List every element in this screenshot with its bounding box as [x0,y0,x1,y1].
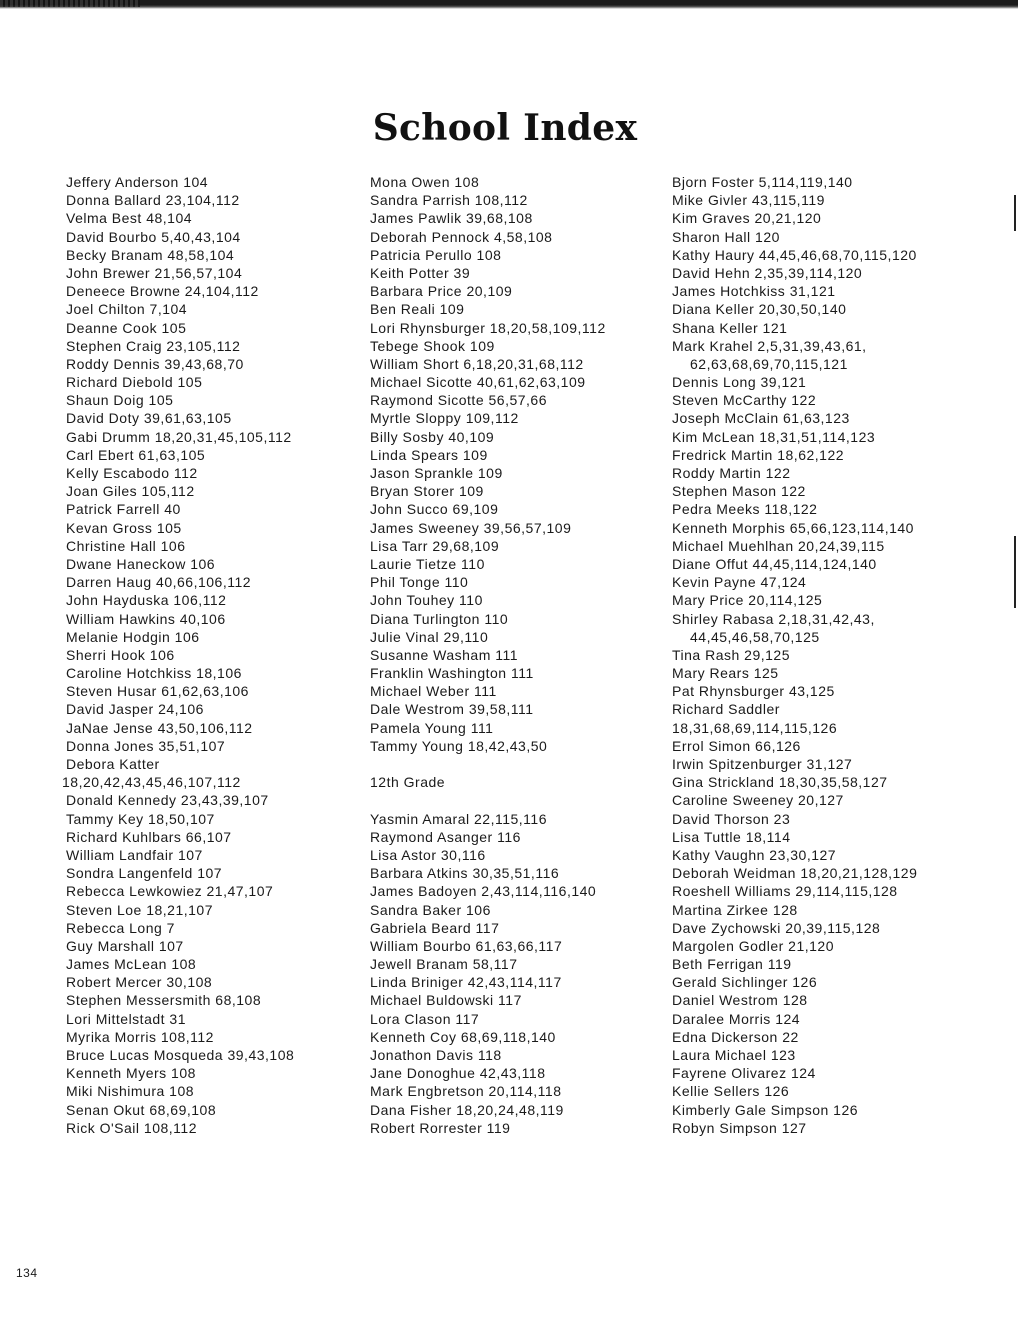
index-entry: Richard Kuhlbars 66,107 [66,828,232,845]
index-entry: John Hayduska 106,112 [66,592,227,609]
index-entry: Deborah Weidman 18,20,21,128,129 [672,865,918,882]
index-entry: Deneece Browne 24,104,112 [66,283,259,300]
index-entry: Tebege Shook 109 [370,337,495,354]
index-entry: Keith Potter 39 [370,264,471,281]
index-entry: David Thorson 23 [672,810,791,827]
scan-edge-mark [1014,536,1016,608]
index-entry: Rebecca Long 7 [66,919,175,936]
index-entry: William Hawkins 40,106 [66,610,226,627]
index-entry: Dana Fisher 18,20,24,48,119 [370,1101,564,1118]
index-entry: Lora Clason 117 [370,1010,480,1027]
index-entry: Margolen Godler 21,120 [672,937,834,954]
index-entry: Sandra Baker 106 [370,901,491,918]
index-entry: Michael Sicotte 40,61,62,63,109 [370,374,586,391]
index-entry: Dale Westrom 39,58,111 [370,701,534,718]
index-column-middle [370,173,606,1137]
index-entry: Pamela Young 111 [370,719,494,736]
index-entry: Kellie Sellers 126 [672,1083,790,1100]
index-entry: Errol Simon 66,126 [672,737,801,754]
index-entry: Roddy Martin 122 [672,465,791,481]
index-entry: Bruce Lucas Mosqueda 39,43,108 [66,1047,295,1063]
index-entry: Debora Katter [66,756,160,772]
scan-top-edge-grain [0,0,140,7]
index-entry: Sondra Langenfeld 107 [66,865,223,882]
index-entry: Sandra Parrish 108,112 [370,192,528,209]
index-entry: Shaun Doig 105 [66,392,174,409]
scan-edge-mark [1014,195,1016,231]
index-entry: William Short 6,18,20,31,68,112 [370,355,584,372]
index-entry: Joan Giles 105,112 [66,483,195,500]
index-entry: Rick O'Sail 108,112 [66,1119,197,1136]
index-entry: David Hehn 2,35,39,114,120 [672,264,863,281]
index-entry: Kim McLean 18,31,51,114,123 [672,428,876,445]
index-entry: Martina Zirkee 128 [672,901,798,918]
index-entry: Donna Jones 35,51,107 [66,737,226,754]
index-entry: Stephen Messersmith 68,108 [66,992,262,1009]
index-entry: Yasmin Amaral 22,115,116 [370,810,547,827]
index-entry: 12th Grade [370,774,446,791]
index-entry: John Brewer 21,56,57,104 [66,264,243,281]
index-entry: Robyn Simpson 127 [672,1119,807,1136]
index-entry: Christine Hall 106 [66,537,186,554]
index-entry: Stephen Mason 122 [672,483,806,500]
index-column-left [62,173,295,1137]
index-entry: Gina Strickland 18,30,35,58,127 [672,774,888,791]
index-entry: Raymond Asanger 116 [370,828,521,845]
index-entry: Steven Loe 18,21,107 [66,901,214,918]
index-entry: Mary Price 20,114,125 [672,592,823,609]
index-entry: John Touhey 110 [370,592,483,609]
index-entry: Mark Engbretson 20,114,118 [370,1083,562,1100]
index-entry: JaNae Jense 43,50,106,112 [66,719,253,736]
index-entry: Roddy Dennis 39,43,68,70 [66,355,244,372]
index-entry: William Landfair 107 [66,846,203,863]
index-entry: Linda Spears 109 [370,446,488,463]
index-entry: Rebecca Lewkowiez 21,47,107 [66,883,274,900]
index-entry: Melanie Hodgin 106 [66,628,200,645]
index-entry: Tammy Young 18,42,43,50 [370,737,548,754]
index-entry: Guy Marshall 107 [66,937,184,954]
index-entry: Julie Vinal 29,110 [370,628,489,645]
index-entry: Lisa Astor 30,116 [370,846,486,863]
index-entry: Richard Saddler [672,701,780,718]
index-entry: Kelly Escabodo 112 [66,465,198,481]
index-entry: Stephen Craig 23,105,112 [66,337,241,354]
index-entry: Pat Rhynsburger 43,125 [672,683,835,700]
index-entry: Joel Chilton 7,104 [66,301,188,318]
index-entry: John Succo 69,109 [370,501,499,518]
index-entry: Bryan Storer 109 [370,483,484,500]
index-entry: Caroline Sweeney 20,127 [672,792,844,809]
index-entry: Mona Owen 108 [370,174,480,190]
index-entry: Michael Weber 111 [370,683,497,700]
index-entry: Kimberly Gale Simpson 126 [672,1101,859,1118]
index-entry: Jane Donoghue 42,43,118 [370,1065,546,1082]
index-entry: Edna Dickerson 22 [672,1028,799,1045]
index-entry: Lori Mittelstadt 31 [66,1010,186,1027]
index-entry: Patrick Farrell 40 [66,501,181,518]
index-entry: Linda Briniger 42,43,114,117 [370,974,562,991]
index-entry: David Bourbo 5,40,43,104 [66,228,241,245]
index-entry: Robert Mercer 30,108 [66,974,213,991]
index-entry: William Bourbo 61,63,66,117 [370,937,563,954]
index-entry: Kim Graves 20,21,120 [672,210,822,227]
index-entry: Tina Rash 29,125 [672,646,790,663]
index-entry: James McLean 108 [66,956,197,973]
index-entry: James Hotchkiss 31,121 [672,283,836,300]
index-entry: Sharon Hall 120 [672,228,780,245]
index-entry: Laurie Tietze 110 [370,555,485,572]
index-entry: Sherri Hook 106 [66,646,175,663]
index-entry: Jeffery Anderson 104 [66,174,209,190]
index-entry: Franklin Washington 111 [370,665,534,682]
index-entry: Barbara Price 20,109 [370,283,513,300]
index-entry: Roeshell Williams 29,114,115,128 [672,883,898,900]
index-entry: Senan Okut 68,69,108 [66,1101,217,1118]
index-entry: Donna Ballard 23,104,112 [66,192,240,209]
index-entry: Darren Haug 40,66,106,112 [66,574,252,591]
index-entry: Lori Rhynsburger 18,20,58,109,112 [370,319,606,336]
index-entry: Myrika Morris 108,112 [66,1028,214,1045]
index-entry: Daralee Morris 124 [672,1010,801,1027]
index-entry: Kenneth Myers 108 [66,1065,196,1082]
index-entry: Joseph McClain 61,63,123 [672,410,850,427]
index-entry: James Badoyen 2,43,114,116,140 [370,883,597,900]
index-entry: Irwin Spitzenburger 31,127 [672,756,853,772]
index-entry: Tammy Key 18,50,107 [66,810,215,827]
index-entry: Bjorn Foster 5,114,119,140 [672,174,853,190]
index-entry: Raymond Sicotte 56,57,66 [370,392,547,409]
index-entry: Dwane Haneckow 106 [66,555,216,572]
index-entry: Gabi Drumm 18,20,31,45,105,112 [66,428,292,445]
index-entry: Mary Rears 125 [672,665,779,682]
index-entry: Donald Kennedy 23,43,39,107 [66,792,269,809]
index-entry: Patricia Perullo 108 [370,246,502,263]
index-entry: Kevin Payne 47,124 [672,574,807,591]
index-entry: Fredrick Martin 18,62,122 [672,446,845,463]
index-entry: Becky Branam 48,58,104 [66,246,235,263]
index-entry: Shana Keller 121 [672,319,788,336]
index-entry: Diana Keller 20,30,50,140 [672,301,847,318]
index-entry: Lisa Tarr 29,68,109 [370,537,500,554]
index-entry: Kathy Vaughn 23,30,127 [672,846,837,863]
index-entry: David Doty 39,61,63,105 [66,410,232,427]
index-entry: Caroline Hotchkiss 18,106 [66,665,242,682]
index-entry: Laura Michael 123 [672,1047,796,1063]
index-entry: Kathy Haury 44,45,46,68,70,115,120 [672,246,917,263]
index-spacer [370,755,606,773]
index-entry: Susanne Washam 111 [370,646,519,663]
index-entry: David Jasper 24,106 [66,701,204,718]
index-entry: Billy Sosby 40,109 [370,428,495,445]
index-entry: Lisa Tuttle 18,114 [672,828,791,845]
index-entry: Dave Zychowski 20,39,115,128 [672,919,881,936]
index-entry-continuation: 62,63,68,69,70,115,121 [690,355,848,372]
scan-top-edge-bar [0,0,1018,9]
index-entry: Kevan Gross 105 [66,519,182,536]
index-entry: Myrtle Sloppy 109,112 [370,410,519,427]
index-entry: Mark Krahel 2,5,31,39,43,61, [672,337,867,354]
index-entry: Daniel Westrom 128 [672,992,808,1009]
index-entry: James Sweeney 39,56,57,109 [370,519,572,536]
index-entry: Gerald Sichlinger 126 [672,974,818,991]
index-entry: Michael Muehlhan 20,24,39,115 [672,537,885,554]
index-column-right [672,173,917,1137]
index-entry: Deborah Pennock 4,58,108 [370,228,553,245]
index-entry: 18,31,68,69,114,115,126 [672,719,838,736]
index-entry: Kenneth Coy 68,69,118,140 [370,1028,556,1045]
index-entry: Beth Ferrigan 119 [672,956,792,973]
index-entry: Kenneth Morphis 65,66,123,114,140 [672,519,914,536]
index-entry-continuation: 44,45,46,58,70,125 [690,628,820,645]
index-entry: Diane Offut 44,45,114,124,140 [672,555,877,572]
index-entry: Ben Reali 109 [370,301,465,318]
index-entry: Jason Sprankle 109 [370,465,503,481]
index-entry: Steven McCarthy 122 [672,392,817,409]
index-entry: Dennis Long 39,121 [672,374,807,391]
index-entry: Barbara Atkins 30,35,51,116 [370,865,560,882]
index-entry: Gabriela Beard 117 [370,919,500,936]
index-entry: Shirley Rabasa 2,18,31,42,43, [672,610,875,627]
index-entry: James Pawlik 39,68,108 [370,210,533,227]
index-entry: Miki Nishimura 108 [66,1083,195,1100]
index-entry: Michael Buldowski 117 [370,992,522,1009]
index-entry: Pedra Meeks 118,122 [672,501,818,518]
index-entry: Robert Rorrester 119 [370,1119,511,1136]
index-spacer [370,791,606,809]
index-entry: Mike Givler 43,115,119 [672,192,825,209]
page-number: 134 [16,1266,38,1280]
index-entry-continuation: 18,20,42,43,45,46,107,112 [62,774,241,791]
index-entry: Phil Tonge 110 [370,574,469,591]
index-entry: Fayrene Olivarez 124 [672,1065,816,1082]
page-title: School Index [372,107,638,149]
index-entry: Velma Best 48,104 [66,210,193,227]
index-entry: Jewell Branam 58,117 [370,956,518,973]
index-entry: Carl Ebert 61,63,105 [66,446,206,463]
index-entry: Jonathon Davis 118 [370,1047,502,1063]
index-entry: Steven Husar 61,62,63,106 [66,683,249,700]
index-entry: Richard Diebold 105 [66,374,203,391]
index-entry: Diana Turlington 110 [370,610,509,627]
index-entry: Deanne Cook 105 [66,319,187,336]
